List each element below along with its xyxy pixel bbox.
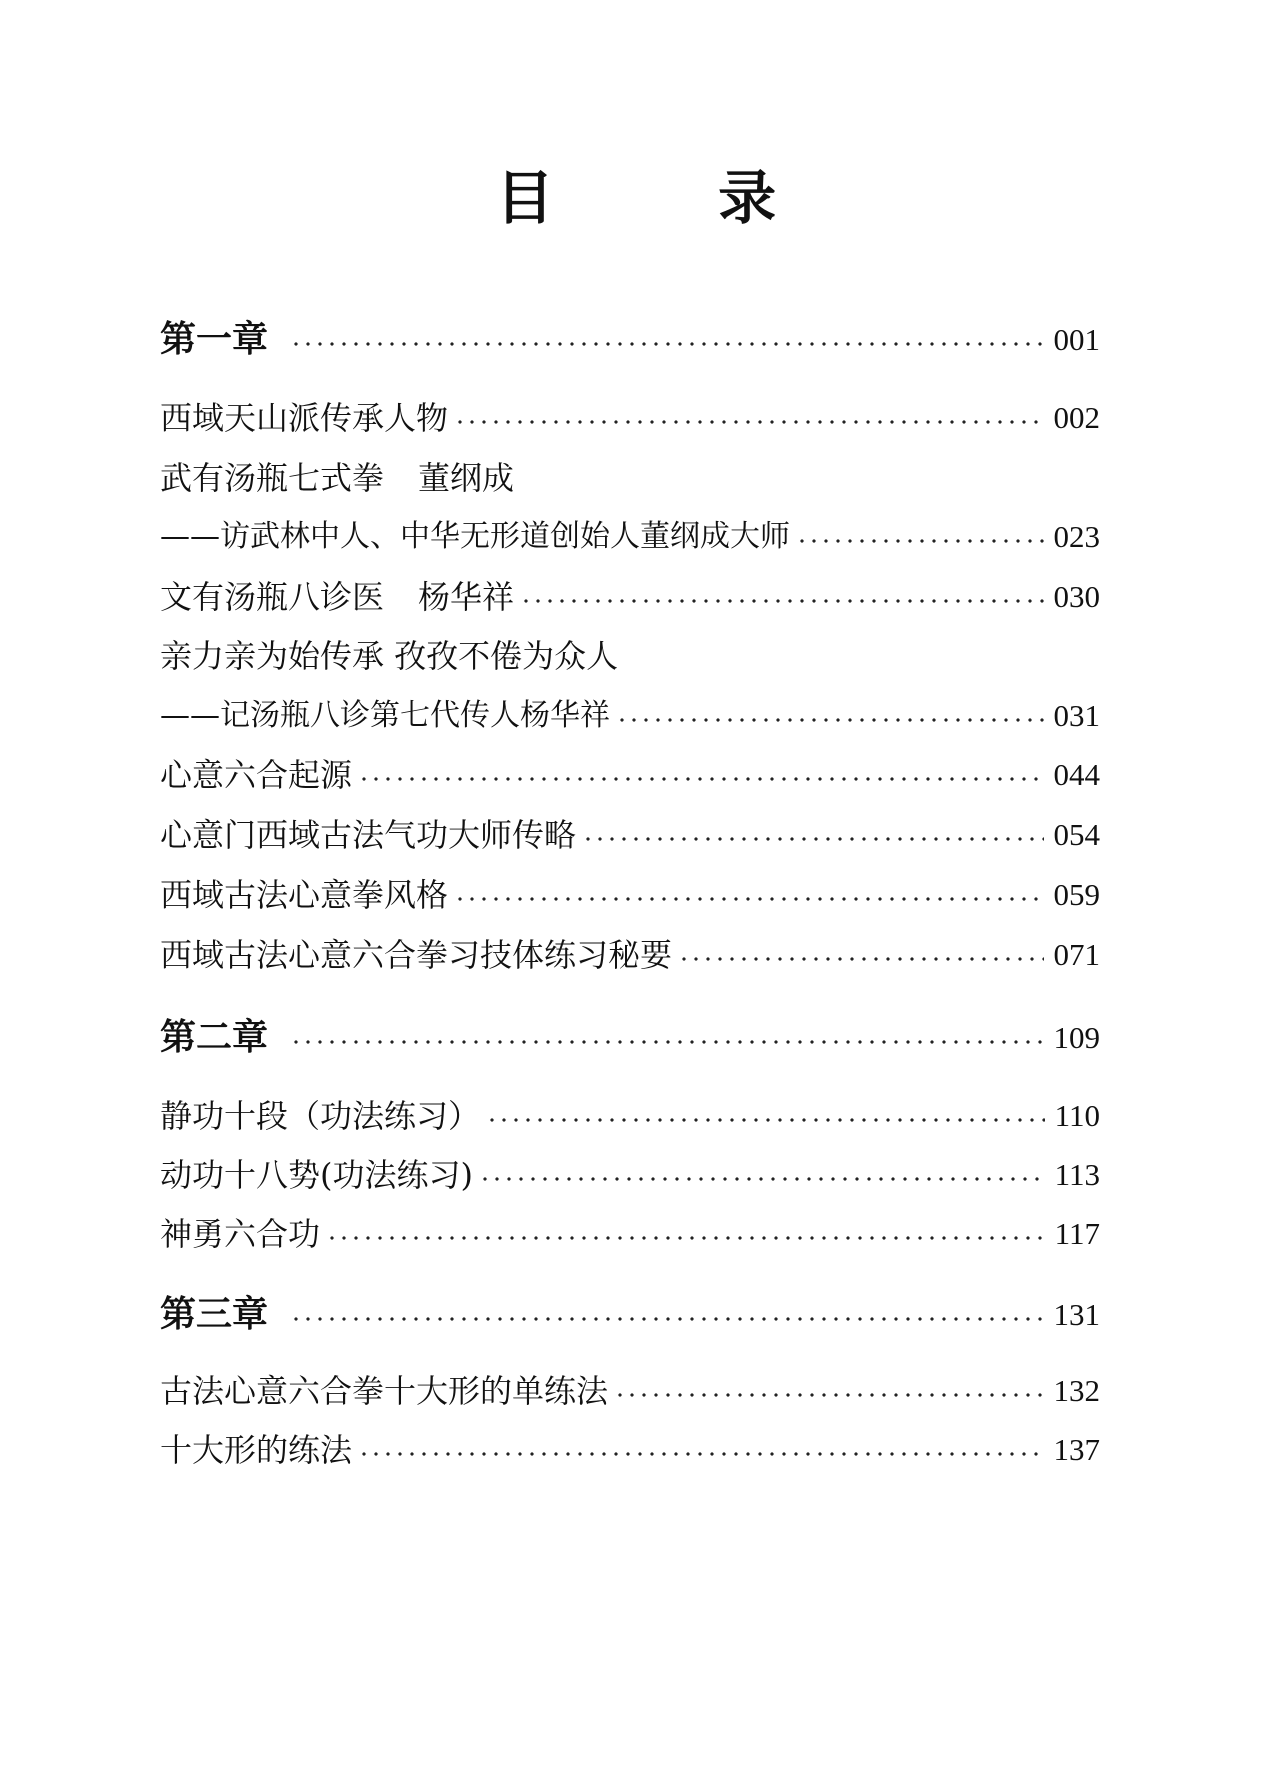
toc-entry[interactable] [160, 569, 1100, 625]
toc-page-number: 109 [1053, 1020, 1100, 1055]
toc-entry-text: 第一章 [160, 319, 269, 360]
toc-entry-text: 武有汤瓶七式拳 [160, 459, 385, 497]
toc-chapter-1[interactable] [160, 312, 1100, 368]
toc-page-number: 110 [1054, 1098, 1100, 1133]
toc-entry-author: 董纲成 [418, 459, 515, 497]
toc-entry[interactable] [160, 1206, 1100, 1262]
toc-entry-text: 第二章 [160, 1017, 269, 1058]
toc-page-number: 054 [1053, 817, 1100, 852]
dot-leader [520, 599, 1043, 603]
dot-leader [454, 420, 1043, 424]
toc-page-number: 002 [1053, 400, 1100, 435]
toc-entry-text: 西域天山派传承人物 [160, 399, 449, 437]
toc-chapter-3[interactable] [160, 1287, 1100, 1343]
dot-leader [290, 1040, 1043, 1044]
toc-entry-text: 亲力亲为始传承 孜孜不倦为众人 [160, 637, 619, 675]
dot-leader [290, 1317, 1043, 1321]
dot-leader [479, 1177, 1045, 1181]
toc-entry-text: ——记汤瓶八诊第七代传人杨华祥 [160, 698, 610, 733]
dot-leader [358, 777, 1043, 781]
dot-leader [454, 897, 1043, 901]
page-title: 目 录 [495, 164, 849, 232]
toc-entry[interactable] [160, 867, 1100, 923]
dot-leader [678, 957, 1043, 961]
toc-page-number: 030 [1053, 579, 1100, 614]
toc-entry[interactable] [160, 927, 1100, 983]
toc-entry-subtitle[interactable] [160, 509, 1100, 565]
toc-entry-text: 心意六合起源 [160, 756, 353, 794]
toc-page-number: 137 [1053, 1432, 1100, 1467]
toc-entry-author: 杨华祥 [418, 578, 515, 616]
toc-entry-text: 十大形的练法 [160, 1431, 353, 1469]
toc-entry-text: 文有汤瓶八诊医 [160, 578, 385, 616]
dot-leader [358, 1452, 1043, 1456]
toc-entry[interactable] [160, 807, 1100, 863]
toc-page-number: 117 [1054, 1216, 1100, 1251]
toc-page-number: 071 [1053, 937, 1100, 972]
toc-entry-text: 古法心意六合拳十大形的单练法 [160, 1372, 609, 1410]
toc-entry-text: ——访武林中人、中华无形道创始人董纲成大师 [160, 519, 790, 554]
toc-page-number: 044 [1053, 757, 1100, 792]
toc-page-number: 113 [1054, 1157, 1100, 1192]
toc-entry[interactable] [160, 1088, 1100, 1144]
toc-entry[interactable] [160, 1363, 1100, 1419]
toc-entry[interactable] [160, 1147, 1100, 1203]
toc-entry-subtitle[interactable] [160, 688, 1100, 744]
toc-entry[interactable] [160, 390, 1100, 446]
dot-leader [582, 837, 1043, 841]
dot-leader [796, 539, 1044, 543]
toc-entry-text: 心意门西域古法气功大师传略 [160, 816, 577, 854]
dot-leader [614, 1393, 1043, 1397]
toc-page-number: 031 [1053, 698, 1100, 733]
toc-chapter-2[interactable] [160, 1010, 1100, 1066]
toc-entry[interactable] [160, 1422, 1100, 1478]
toc-entry[interactable] [160, 628, 1100, 684]
toc-entry-text: 静功十段（功法练习） [160, 1097, 481, 1135]
toc-page-number: 132 [1053, 1373, 1100, 1408]
toc-page-number: 023 [1053, 519, 1100, 554]
toc-page-number: 059 [1053, 877, 1100, 912]
toc-entry[interactable] [160, 747, 1100, 803]
toc-entry[interactable] [160, 450, 1100, 506]
toc-page-number: 131 [1053, 1297, 1100, 1332]
dot-leader [290, 342, 1043, 346]
toc-entry-text: 西域古法心意拳风格 [160, 876, 449, 914]
dot-leader [486, 1118, 1045, 1122]
toc-entry-text: 第三章 [160, 1294, 269, 1335]
toc-page-number: 001 [1053, 322, 1100, 357]
toc-entry-text: 动功十八势(功法练习) [160, 1156, 473, 1194]
dot-leader [326, 1236, 1045, 1240]
dot-leader [616, 718, 1044, 722]
toc-entry-text: 西域古法心意六合拳习技体练习秘要 [160, 936, 673, 974]
toc-entry-text: 神勇六合功 [160, 1215, 321, 1253]
